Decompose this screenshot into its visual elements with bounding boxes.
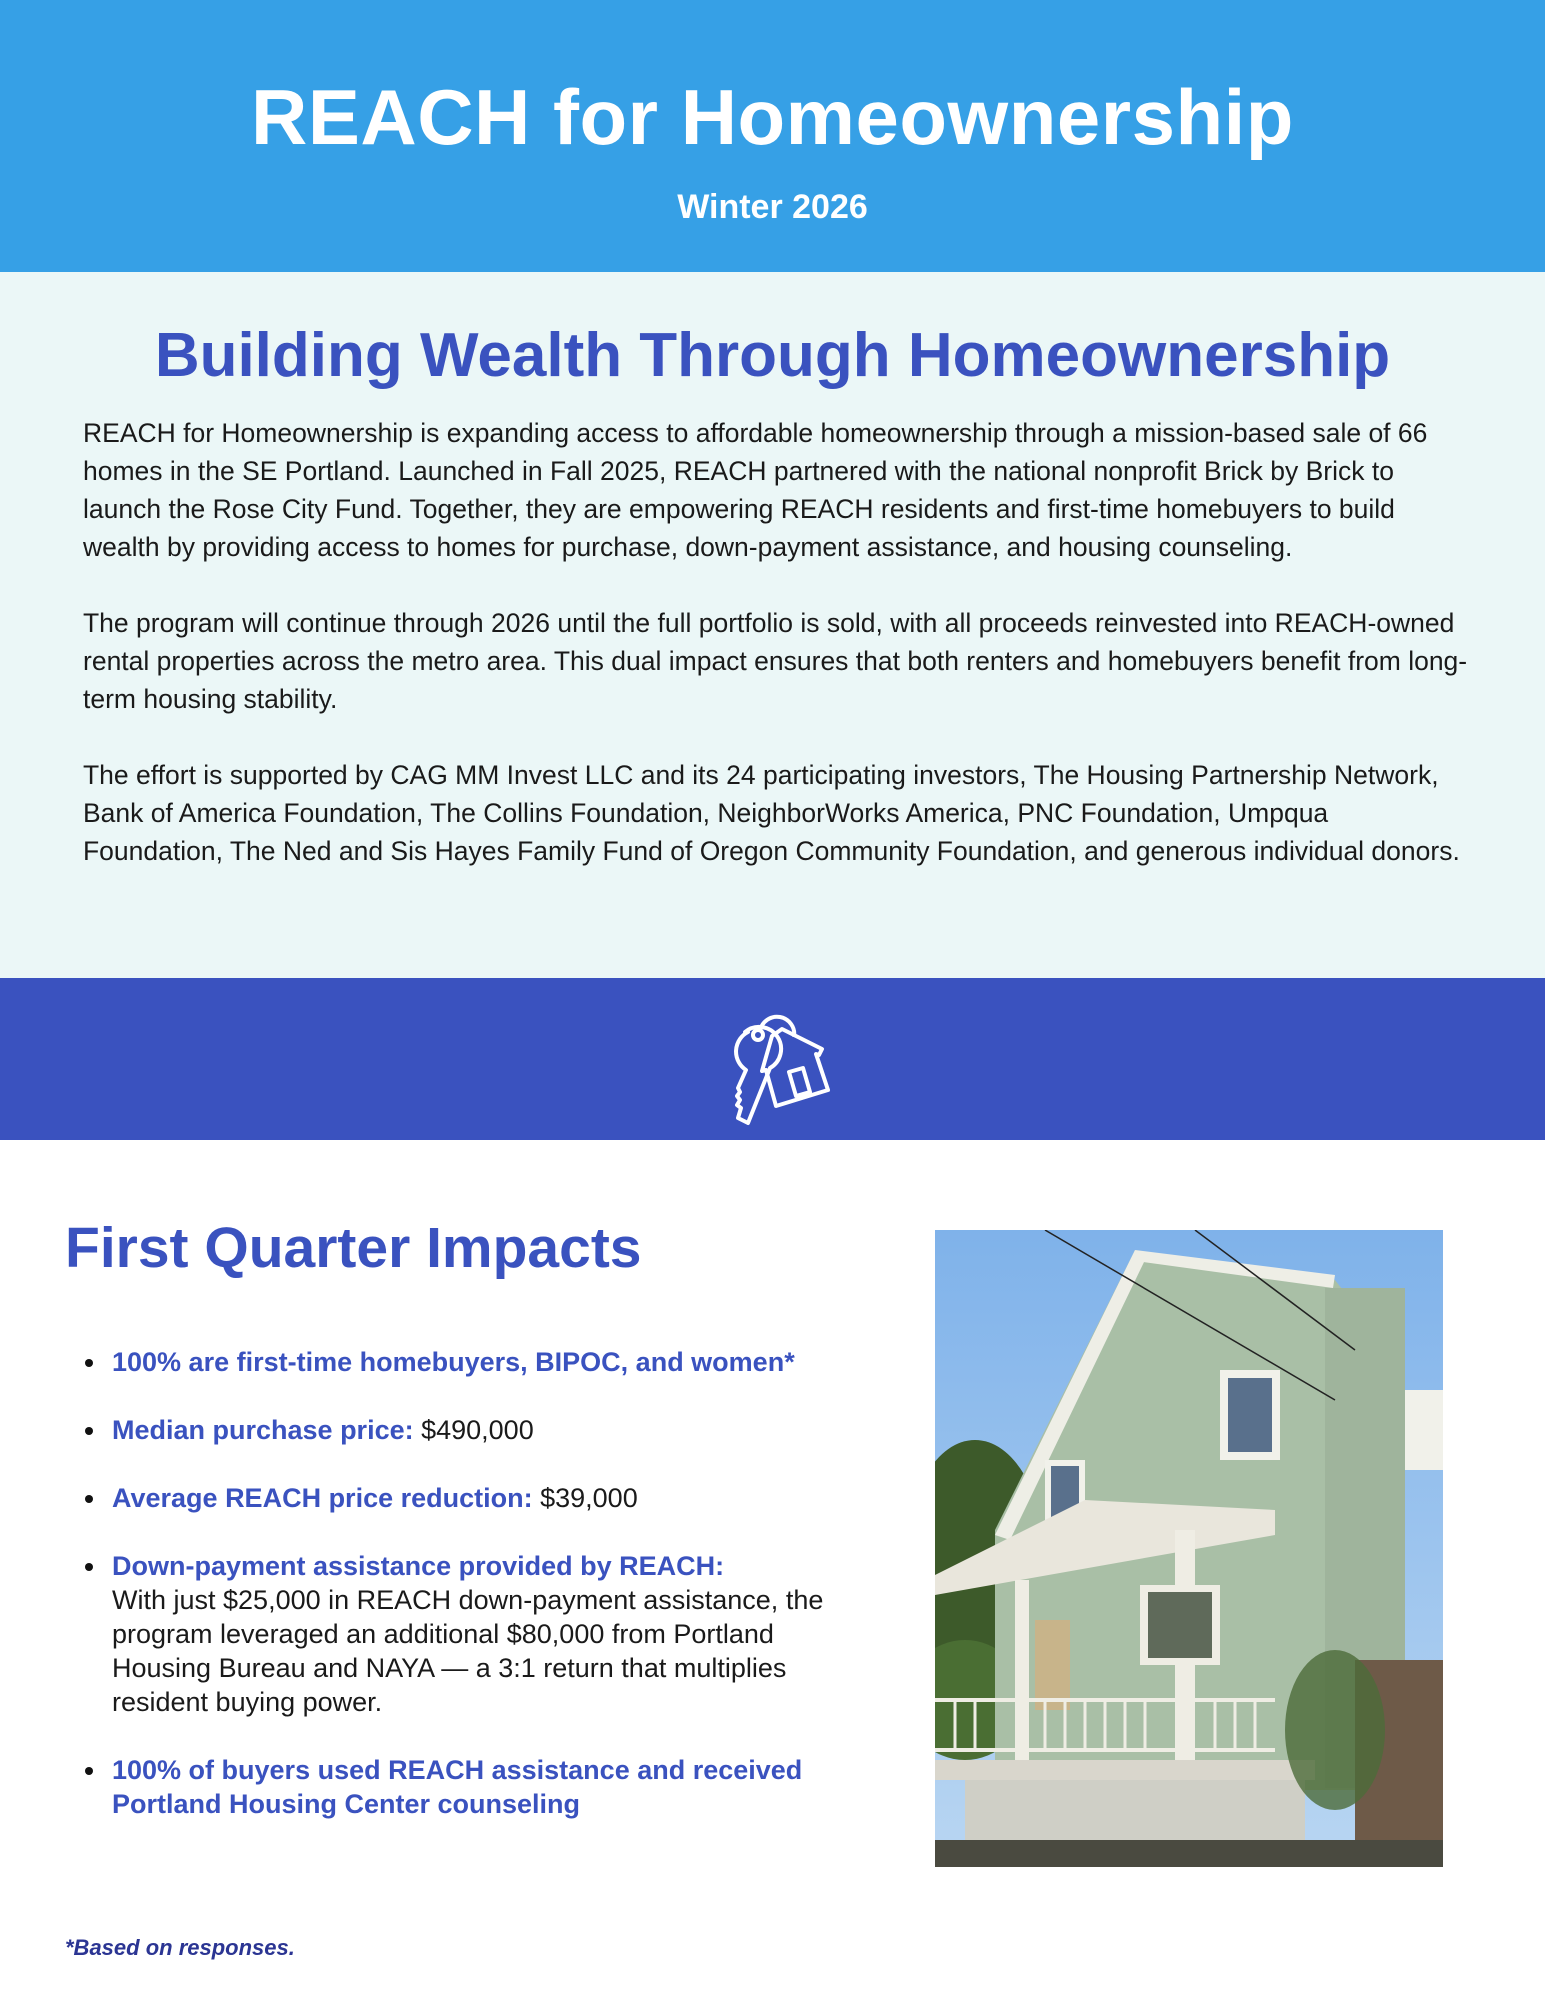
house-photo [935, 1230, 1443, 1867]
item-label: 100% of buyers used REACH assistance and received Portland Housing Center counseling [112, 1755, 803, 1819]
intro-paragraph: The effort is supported by CAG MM Invest LLC and its 24 participating investors, The Housing Partnership Network, Bank of America Foundation, The Collins Foundation, NeighborWorks America, PNC Foundation, Umpqua Foundation, The Ned and Sis Hayes Family Fund of Oregon Community Foundation, and generous individual donors. [83, 760, 1460, 866]
item-value: With just $25,000 in REACH down-payment assistance, the program leveraged an additional $80,000 from Portland Housing Bureau and NAYA — a 3:1 return that multiplies resident buying power. [112, 1585, 824, 1717]
list-item [112, 1413, 872, 1447]
page-subtitle: Winter 2026 [677, 188, 868, 226]
item-label: Average REACH price reduction: [112, 1483, 533, 1513]
header-banner [0, 0, 1545, 272]
intro-paragraph: REACH for Homeownership is expanding access to affordable homeownership through a mission-based sale of 66 homes in the SE Portland. Launched in Fall 2025, REACH partnered with the national nonprofit Brick by Brick to launch the Rose City Fund. Together, they are empowering REACH residents and first-time homebuyers to build wealth by providing access to homes for purchase, down-payment assistance, and housing counseling. [83, 418, 1428, 562]
intro-paragraph: The program will continue through 2026 until the full portfolio is sold, with all proceeds reinvested into REACH-owned rental properties across the metro area. This dual impact ensures that both renters and homebuyers benefit from long-term housing stability. [83, 608, 1468, 714]
list-item [112, 1549, 872, 1719]
intro-section [0, 272, 1545, 978]
item-value: $39,000 [532, 1483, 638, 1513]
impacts-heading: First Quarter Impacts [65, 1216, 642, 1280]
item-label: Down-payment assistance provided by REACH: [112, 1551, 725, 1581]
key-house-icon [705, 1006, 835, 1126]
impacts-list [112, 1345, 872, 1855]
intro-heading: Building Wealth Through Homeownership [154, 321, 1391, 390]
page-title: REACH for Homeownership [251, 73, 1294, 161]
list-item [112, 1481, 872, 1515]
list-item [112, 1753, 872, 1821]
list-item [112, 1345, 872, 1379]
footnote: *Based on responses. [65, 1935, 295, 1960]
item-label: Median purchase price: [112, 1415, 414, 1445]
item-label: 100% are first-time homebuyers, BIPOC, and women* [112, 1347, 795, 1377]
icon-band [0, 978, 1545, 1140]
item-value: $490,000 [413, 1415, 534, 1445]
